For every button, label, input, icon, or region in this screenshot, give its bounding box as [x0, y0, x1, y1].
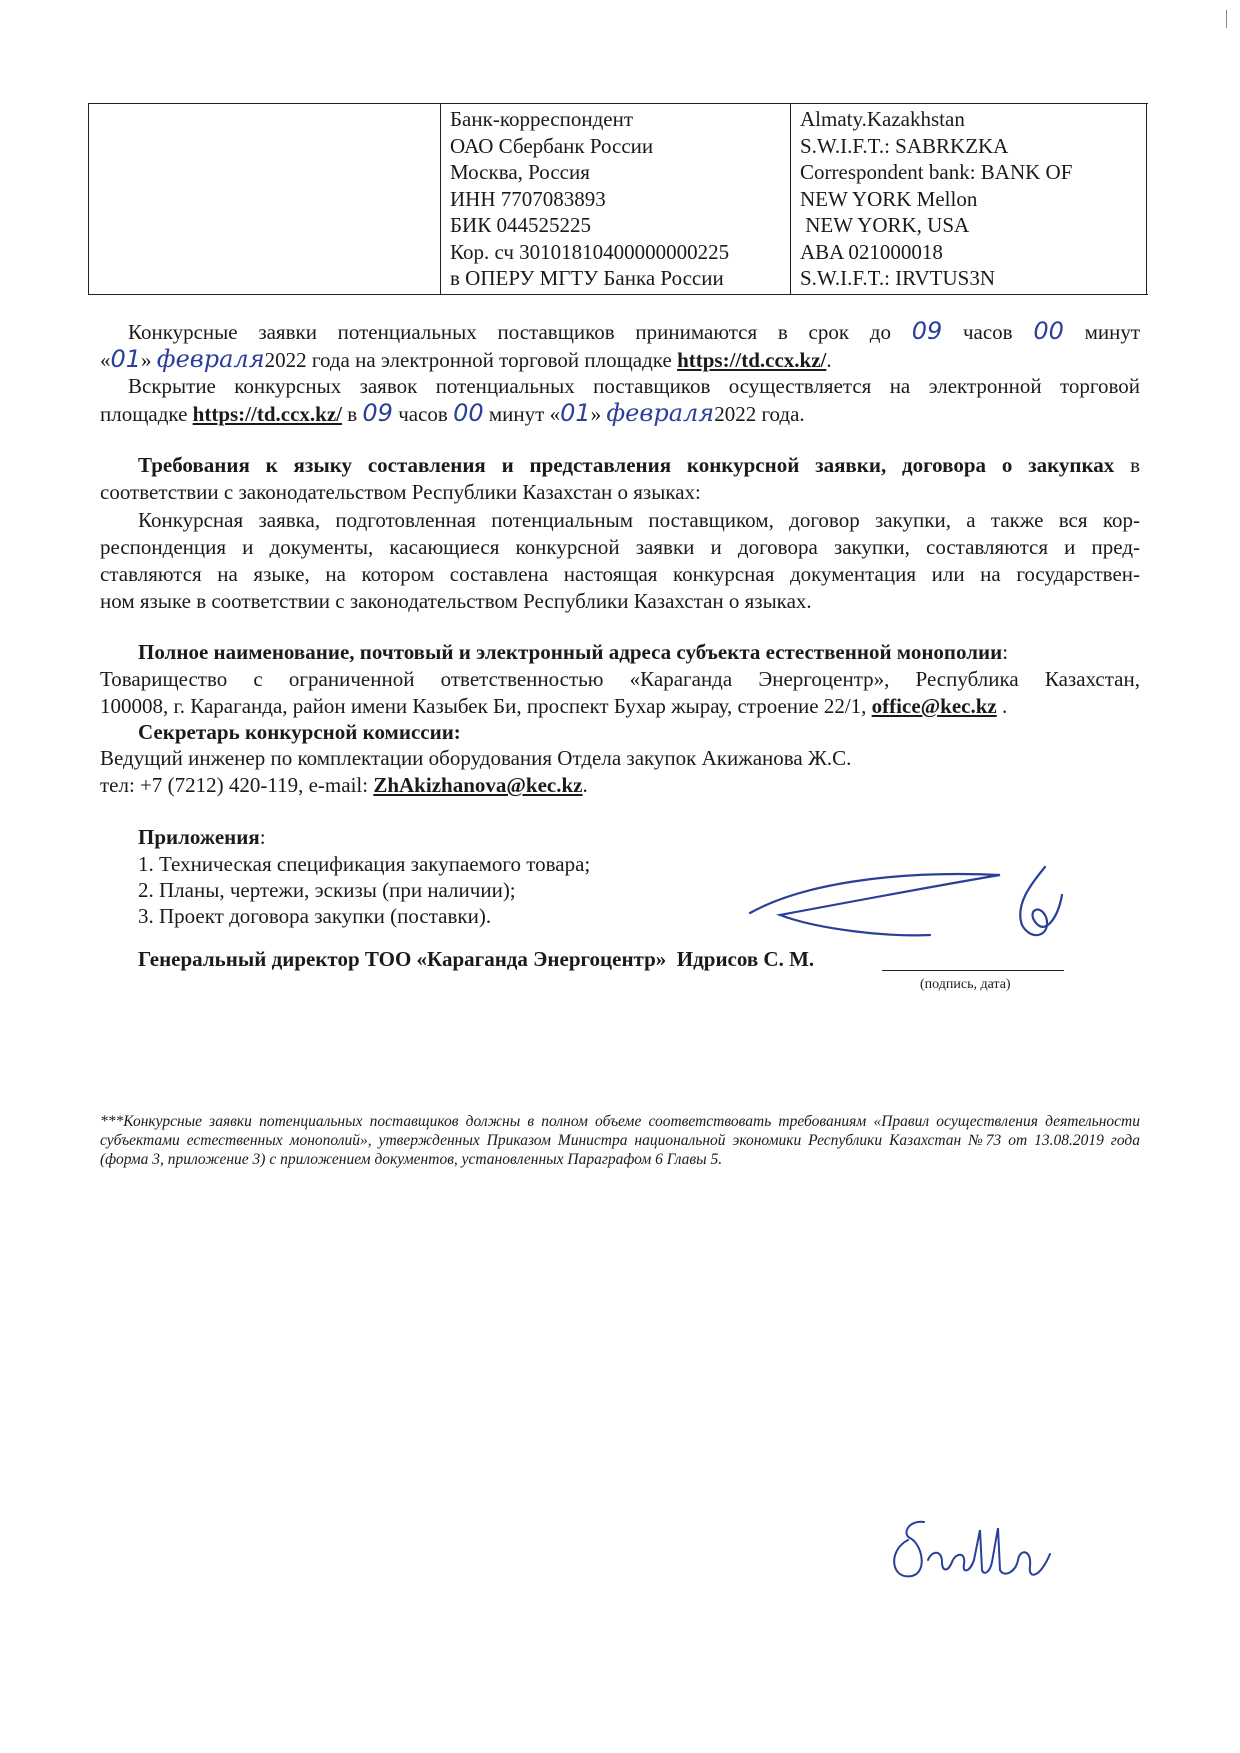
table-border-left [88, 104, 89, 294]
colon: : [259, 825, 266, 849]
submission-line-2 [100, 346, 832, 373]
handwritten-month: февраля [606, 399, 715, 427]
submission-year-text: 2022 года на электронной торговой площадке [264, 348, 672, 372]
close-quote: » [590, 402, 602, 426]
bank-line: Москва, Россия [450, 160, 590, 184]
handwritten-hours: 09 [911, 317, 943, 345]
bank-line: ИНН 7707083893 [450, 186, 606, 211]
bank-line: Correspondent bank: BANK OF [800, 160, 1073, 184]
period: . [826, 348, 832, 372]
hours-word: часов [962, 320, 1013, 344]
appendix-item: 1. Техническая спецификация закупаемого товара; [138, 852, 591, 876]
initials-signature [880, 1510, 1070, 1600]
secretary-line-1: Ведущий инженер по комплектации оборудования Отдела закупок Акижанова Ж.С. [100, 746, 852, 770]
office-email-link[interactable]: office@kec.kz [871, 694, 997, 718]
submission-text: Конкурсные заявки потенциальных поставщиков принимаются в срок до [128, 320, 891, 344]
language-para-3: ставляются на языке, на котором составлена настоящая конкурсная документация или на государствен- [100, 562, 1140, 586]
appendix-item: 2. Планы, чертежи, эскизы (при наличии); [138, 878, 516, 902]
signature-label: (подпись, дата) [920, 977, 1011, 992]
monopoly-line-2 [100, 693, 1007, 719]
signature-blank-line [882, 970, 1064, 971]
language-para-text: Конкурсная заявка, подготовленная потенциальным поставщиком, договор закупки, а также вся кор- [138, 508, 1140, 532]
period: . [996, 694, 1008, 718]
minutes-word: минут [1084, 320, 1141, 344]
appendices-heading [138, 824, 266, 850]
phone-text: тел: +7 (7212) 420-119, e-mail: [100, 773, 369, 797]
period: . [582, 773, 588, 797]
language-para-2: респонденция и документы, касающиеся конкурсной заявки и договора закупки, составляются и пред- [100, 535, 1140, 559]
table-divider-2 [790, 104, 791, 294]
bank-line: Кор. сч 30101810400000000225 [450, 239, 730, 264]
submission-line-1 [100, 318, 1140, 345]
platform-link[interactable]: https://td.ccx.kz/ [192, 402, 342, 426]
bank-line: ОАО Сбербанк России [450, 133, 654, 158]
bank-line: ABA 021000018 [800, 239, 943, 264]
language-para-4: ном языке в соответствии с законодательством Республики Казахстан о языках. [100, 589, 812, 613]
bank-line: в ОПЕРУ МГТУ Банка России [450, 266, 724, 290]
address-text: 100008, г. Караганда, район имени Казыбек Би, проспект Бухар жырау, строение 22/1, [100, 694, 867, 718]
open-quote: « [100, 348, 111, 372]
monopoly-heading [138, 639, 1008, 665]
close-quote: » [141, 348, 152, 372]
handwritten-month: февраля [156, 345, 265, 373]
opening-text: Вскрытие конкурсных заявок потенциальных поставщиков осуществляется на электронной торговой [128, 374, 1140, 398]
monopoly-heading-bold: Полное наименование, почтовый и электронный адреса субъекта естественной монополии [138, 640, 1003, 664]
appendix-item: 3. Проект договора закупки (поставки). [138, 904, 492, 928]
correspondent-bank-en [800, 106, 1072, 292]
footnote: ***Конкурсные заявки потенциальных поставщиков должны в полном объеме соответствовать требованиям «Правил осуществления деятельности субъектами естественных монополий», утвержденных Приказом Министра национальной экономики Республики Казахстан №73 от 13.08.2019 года (форма 3, приложение 3) с приложением документов, установленных Параграфом 6 Главы 5. [100, 1113, 1140, 1168]
bank-line: S.W.I.F.T.: SABRKZKA [800, 133, 1009, 158]
platform-link[interactable]: https://td.ccx.kz/ [677, 348, 827, 372]
hours-word: часов [398, 402, 448, 426]
bank-line: S.W.I.F.T.: IRVTUS3N [800, 266, 995, 290]
language-heading-tail: в [1130, 453, 1140, 477]
in-word: в [347, 402, 358, 426]
bank-line: Банк-корреспондент [450, 107, 634, 131]
bank-line: NEW YORK, USA [800, 213, 970, 237]
secretary-heading [138, 719, 461, 745]
bank-line: БИК 044525225 [450, 213, 591, 237]
handwritten-day: 01 [560, 399, 591, 427]
director-signature [740, 855, 1070, 955]
bank-line: NEW YORK Mellon [800, 186, 978, 211]
opening-line-1 [100, 373, 1140, 399]
handwritten-day: 01 [110, 345, 142, 373]
bank-details-table [88, 103, 1148, 295]
director-text: Генеральный директор ТОО «Караганда Энергоцентр» Идрисов С. М. [138, 947, 815, 971]
correspondent-bank-ru [450, 106, 729, 292]
language-line-2: соответствии с законодательством Республики Казахстан о языках: [100, 480, 701, 504]
opening-year-text: 2022 года. [714, 402, 805, 426]
language-heading-bold: Требования к языку составления и представления конкурсной заявки, договора о закупках [138, 453, 1115, 477]
monopoly-line-1: Товарищество с ограниченной ответственностью «Караганда Энергоцентр», Республика Казахстан, [100, 667, 1140, 691]
language-para-1 [100, 507, 1140, 533]
handwritten-minutes: 00 [453, 399, 484, 427]
opening-prefix: площадке [100, 402, 188, 426]
director-line [138, 946, 814, 972]
opening-line-2 [100, 400, 805, 427]
appendices-heading-bold: Приложения [138, 825, 260, 849]
bank-line: Almaty.Kazakhstan [800, 107, 965, 131]
scan-mark [1226, 10, 1231, 28]
handwritten-hours: 09 [362, 399, 393, 427]
table-divider-1 [440, 104, 441, 294]
language-heading [100, 452, 1140, 478]
handwritten-minutes: 00 [1033, 317, 1064, 345]
colon: : [1002, 640, 1009, 664]
secretary-heading-bold: Секретарь конкурсной комиссии: [138, 720, 461, 744]
minutes-word: минут « [488, 402, 561, 426]
secretary-contact [100, 772, 588, 798]
secretary-email-link[interactable]: ZhAkizhanova@kec.kz [373, 773, 583, 797]
table-border-right [1146, 104, 1147, 294]
